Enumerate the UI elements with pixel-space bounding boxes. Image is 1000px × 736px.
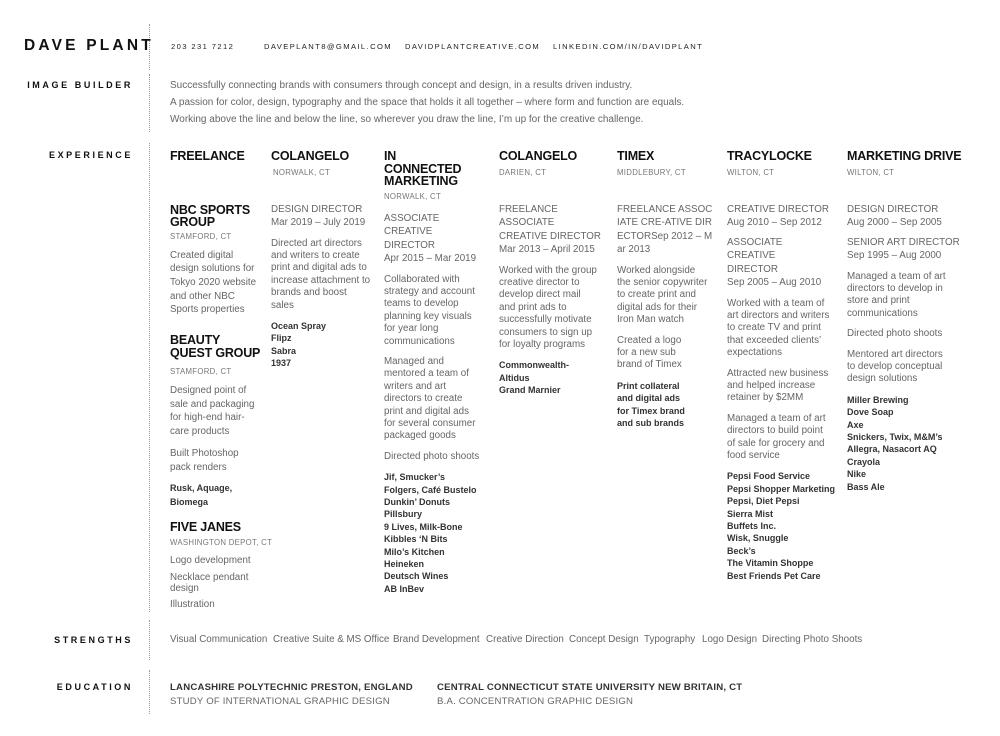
job-description: Directed art directors and writers to create print and digital ads to increase attachment to brands and boost sales (271, 237, 371, 311)
intro-line: Working above the line and below the line, so wherever you draw the line, I’m up for the creative challenge. (170, 114, 644, 125)
strength-item: Visual Communication (170, 634, 268, 645)
experience-colangelo-darien (499, 150, 603, 397)
job-description: Designed point of sale and packaging for high-end hair-care products (170, 385, 255, 438)
client: Sierra Mist (727, 508, 774, 519)
client: Folgers, Café Bustelo (384, 484, 477, 495)
education-entry (170, 682, 413, 707)
strength-item: Logo Design (702, 634, 758, 645)
school-name: CENTRAL CONNECTICUT STATE UNIVERSITY NEW BRITAIN, CT (437, 682, 743, 693)
company-name: MARKETING DRIVE (847, 149, 962, 163)
client: Best Friends Pet Care (727, 570, 821, 581)
job-title: FREELANCE ASSOCIATE CRE-ATIVE DIRECTORSep 2012 – Mar 2013 (617, 203, 713, 255)
company-name: BEAUTY QUEST GROUP (170, 333, 261, 360)
client: Commonwealth- (499, 360, 570, 371)
company-location: NORWALK, CT (384, 191, 442, 201)
job-dates: Mar 2013 – April 2015 (499, 244, 595, 255)
job-dates: Sep 1995 – Aug 2000 (847, 250, 942, 261)
client: and sub brands (617, 417, 685, 428)
client: Heineken (384, 559, 425, 570)
education-entry (437, 682, 742, 707)
company-name: FIVE JANES (170, 520, 241, 535)
job-title: ASSOCIATE CREATIVE DIRECTOR (384, 212, 440, 251)
company-location: WILTON, CT (727, 167, 775, 177)
degree: STUDY OF INTERNATIONAL GRAPHIC DESIGN (170, 696, 390, 707)
job-description: Managed a team of art directors to develop in store and print communications (847, 270, 946, 319)
client: Flipz (271, 333, 292, 344)
job-description: Worked alongside the senior copywriter to create print and digital ads for their Iron Man watch (617, 264, 708, 326)
company-name: TIMEX (617, 149, 655, 163)
client: Beck’s (727, 545, 756, 556)
client: Sabra (271, 345, 297, 356)
experience-in-connected-marketing (384, 150, 484, 595)
strength-item: Brand Development (393, 634, 480, 645)
client: Crayola (847, 456, 881, 467)
client: Pepsi Shopper Marketing (727, 483, 836, 494)
section-label-strengths: STRENGTHS (54, 635, 133, 645)
strength-item: Concept Design (569, 634, 639, 645)
school-name: LANCASHIRE POLYTECHNIC PRESTON, ENGLAND (170, 682, 413, 693)
company-location: WILTON, CT (847, 167, 895, 177)
section-label-image-builder: IMAGE BUILDER (27, 80, 133, 90)
divider (149, 620, 150, 660)
intro-line: A passion for color, design, typography and the space that holds it all together – where form and function are equals. (170, 97, 685, 108)
company-location: STAMFORD, CT (170, 367, 232, 377)
job-description: Directed photo shoots (384, 450, 480, 462)
client: Nike (847, 469, 867, 480)
client: Pepsi, Diet Pepsi (727, 496, 800, 507)
phone-number[interactable]: 203 231 7212 (171, 42, 235, 51)
company-name: FREELANCE (170, 149, 245, 163)
client: AB InBev (384, 583, 425, 594)
company-location: DARIEN, CT (499, 167, 547, 177)
company-name: IN CONNECTED MARKETING (384, 149, 462, 188)
company-name: TRACYLOCKE (727, 149, 812, 163)
job-description: Built Photoshop pack renders (170, 447, 239, 473)
strength-item: Typography (644, 634, 696, 645)
job-dates: Aug 2000 – Sep 2005 (847, 217, 942, 228)
company-location: NORWALK, CT (273, 167, 331, 177)
experience-colangelo-norwalk (271, 150, 371, 370)
job-dates: Apr 2015 – Mar 2019 (384, 253, 477, 264)
job-description: Created a logo for a new sub brand of Timex (617, 334, 682, 371)
client: Bass Ale (847, 481, 885, 492)
client: and digital ads (617, 393, 681, 404)
client: The Vitamin Shoppe (727, 558, 814, 569)
client: Allegra, Nasacort AQ (847, 444, 937, 455)
intro-line: Successfully connecting brands with consumers through concept and design, in a results driven industry. (170, 80, 633, 91)
client: Pillsbury (384, 509, 423, 520)
job-title: ASSOCIATE CREATIVE DIRECTOR (727, 236, 783, 275)
strength-item: Creative Direction (486, 634, 564, 645)
client: for Timex brand (617, 405, 685, 416)
job-dates: Mar 2019 – July 2019 (271, 217, 366, 228)
job-description: Worked with a team of art directors and writers to create TV and print that exceeded clients’ expectations (727, 297, 830, 359)
company-location: STAMFORD, CT (170, 231, 232, 241)
job-title: CREATIVE DIRECTOR (727, 203, 829, 215)
company-name: COLANGELO (271, 149, 350, 163)
client: Grand Marnier (499, 385, 561, 396)
company-location: WASHINGTON DEPOT, CT (170, 537, 273, 547)
job-dates: Aug 2010 – Sep 2012 (727, 217, 822, 228)
job-description: Logo development (170, 554, 251, 566)
client: Axe (847, 419, 864, 430)
client: Kibbles ‘N Bits (384, 534, 448, 545)
website-link[interactable]: DAVIDPLANTCREATIVE.COM (405, 42, 541, 51)
job-description: Illustration (170, 599, 215, 611)
experience-marketing-drive (847, 149, 962, 493)
job-dates: Sep 2005 – Aug 2010 (727, 277, 822, 288)
company-location: MIDDLEBURY, CT (617, 167, 686, 177)
job-description: Mentored art directors to develop conceptual design solutions (847, 348, 943, 385)
job-title: DESIGN DIRECTOR (271, 203, 363, 215)
divider (149, 143, 150, 612)
job-description: Necklace pendant design (170, 572, 249, 595)
section-label-experience: EXPERIENCE (48, 150, 133, 160)
strength-item: Creative Suite & MS Office (273, 634, 390, 645)
client: Dunkin’ Donuts (384, 497, 450, 507)
client: Dove Soap (847, 407, 894, 418)
experience-tracylocke (727, 150, 835, 582)
company-name: NBC SPORTS GROUP (170, 202, 250, 229)
client: Wisk, Snuggle (727, 533, 789, 544)
experience-timex (617, 150, 713, 429)
client: Snickers, Twix, M&M’s (847, 431, 943, 442)
client: Print collateral (617, 380, 680, 391)
experience-freelance (170, 149, 273, 612)
email-link[interactable]: DAVEPLANT8@GMAIL.COM (264, 42, 392, 51)
job-title: DESIGN DIRECTOR (847, 203, 939, 215)
job-description: Directed photo shoots (847, 328, 943, 340)
strength-item: Directing Photo Shoots (762, 634, 863, 645)
client-list: Rusk, Aquage, Biomega (170, 483, 233, 507)
client: 9 Lives, Milk-Bone (384, 521, 463, 532)
job-title: FREELANCE ASSOCIATE CREATIVE DIRECTOR (499, 203, 601, 242)
job-description: Worked with the group creative director to develop direct mail and print ads to successfully motivate consumers to sign up for loyalty programs (499, 264, 597, 350)
divider (149, 670, 150, 714)
resume-name: DAVE PLANT (24, 37, 154, 54)
linkedin-link[interactable]: LINKEDIN.COM/IN/DAVIDPLANT (553, 42, 704, 51)
job-description: Collaborated with strategy and account teams to develop planning key visuals for year long communications (384, 273, 475, 347)
client: Ocean Spray (271, 320, 327, 331)
client: Miller Brewing (847, 394, 909, 405)
client: Altidus (499, 372, 530, 383)
job-description: Managed and mentored a team of writers and art directors to create print and digital ads for several consumer packaged goods (384, 355, 476, 442)
client: Milo’s Kitchen (384, 546, 445, 557)
client: Buffets Inc. (727, 521, 777, 531)
client: Pepsi Food Service (727, 471, 811, 482)
section-label-education: EDUCATION (56, 682, 133, 692)
divider (149, 74, 150, 132)
client: 1937 (271, 358, 292, 369)
company-name: COLANGELO (499, 149, 578, 163)
client: Jif, Smucker’s (384, 472, 446, 483)
degree: B.A. CONCENTRATION GRAPHIC DESIGN (437, 696, 634, 707)
job-description: Created digital design solutions for Tokyo 2020 website and other NBC Sports properties (170, 249, 257, 316)
job-description: Managed a team of art directors to build point of sale for grocery and food service (727, 412, 826, 461)
job-description: Attracted new business and helped increase retainer by $2MM (727, 367, 829, 404)
client: Deutsch Wines (384, 571, 449, 582)
job-title: SENIOR ART DIRECTOR (847, 236, 960, 248)
